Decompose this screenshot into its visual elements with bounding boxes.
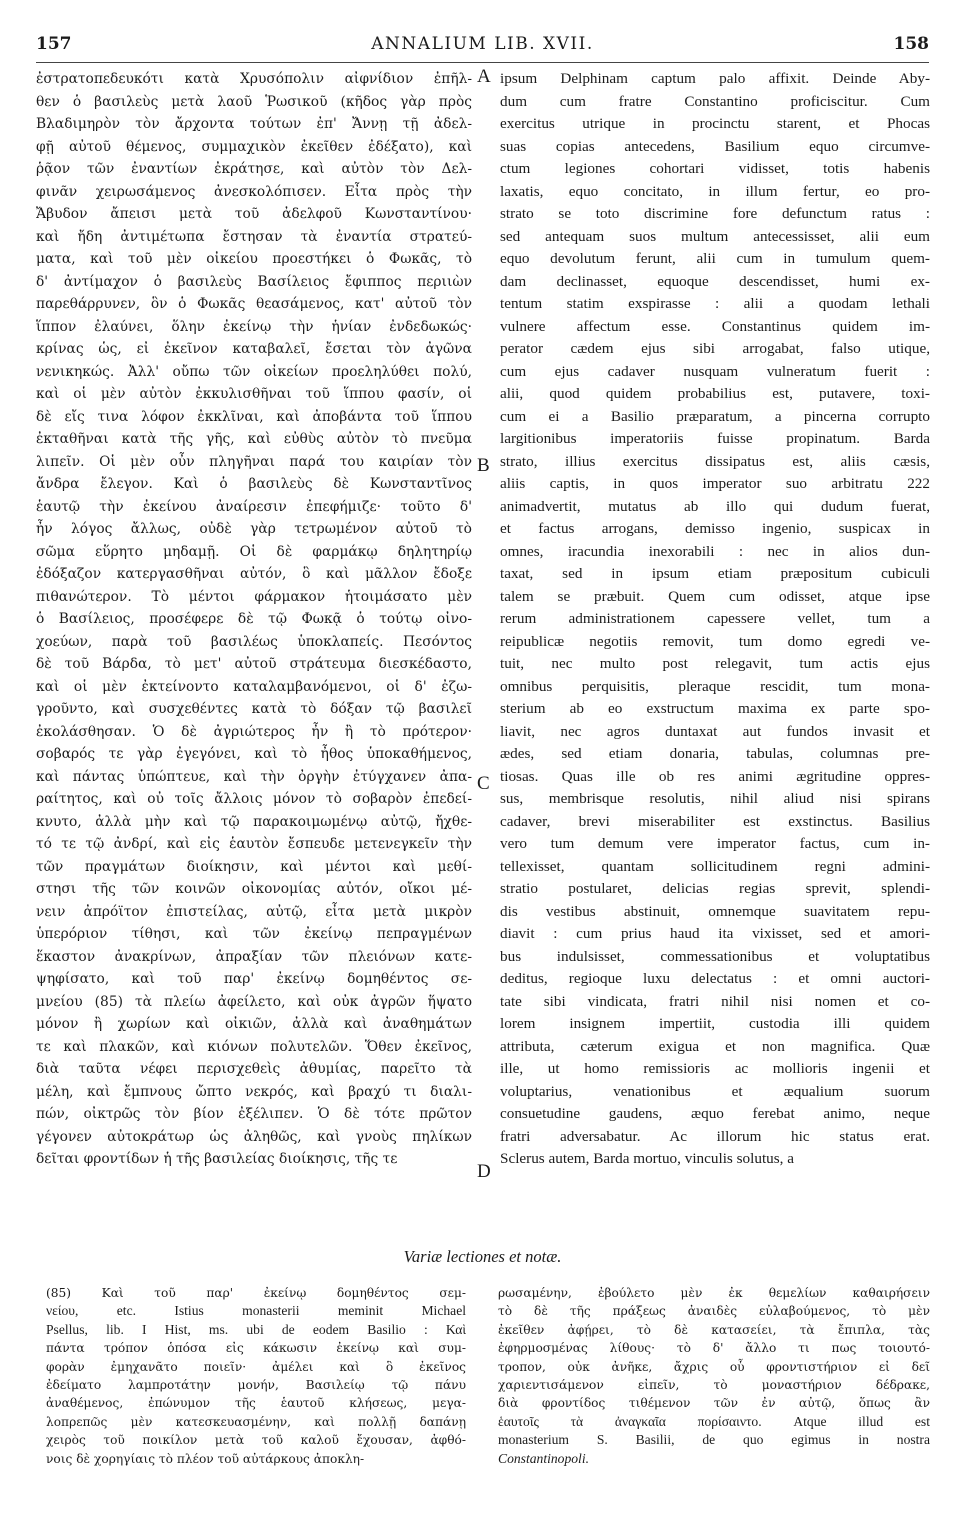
text-line: ἐστρατοπεδευκότι κατὰ Χρυσόπολιν αἰφνίδιον ἐπῆλ- [36,71,472,87]
text-line: cadaver, brevi miserabiliter est exstinctus. Basilius [500,812,930,830]
text-line: dam declinasset, equoque descendisset, humi ex- [500,272,930,290]
text-line: μνείου (85) τὰ πλείω ἀφείλετο, καὶ οὐκ ἀγρῶν ἥψατο [36,993,472,1010]
text-line: γροῦντο, καὶ συσχεθέντες κατὰ τὸ δόξαν τῷ βασιλεῖ [36,701,472,717]
text-line: sterium ab eo exstructum maxima ex parte spo- [500,700,930,717]
latin-text-column [500,68,930,1171]
text-line: strato se toto discrimine fore defunctum ratus : [500,205,930,222]
section-marker-c: C [477,773,490,794]
text-line: rerum administrationem capessere vellet, tum a [500,610,930,627]
note-line: πάντα τρόπον ὁπόσα εἰς κάκωσιν ἐκείνῳ καὶ συμ- [46,1341,466,1356]
text-line: ῥᾷον τῶν ἐναντίων ἐκράτησε, καὶ αὐτὸν τὸν Δελ- [36,161,472,177]
text-line: equo devolutum ferunt, alii cum in tumulum quem- [500,250,930,267]
text-line: ματα, καὶ τοῦ μὲν οἰκείου προεστήκει ὁ Φωκᾶς, τὸ [36,251,472,267]
text-line: Βλαδιμηρὸν τὸν ἄρχοντα τούτων ἐπ' Ἄννῃ τῇ ἀδελ- [36,116,472,132]
text-line: liavit, nec agros duntaxat aut fundos invasit et [500,722,930,740]
note-line: (85) Καὶ τοῦ παρ' ἐκείνῳ δομηθέντος σεμ- [46,1286,466,1300]
text-line: καὶ οἱ μὲν αὐτὸν ἐκκυλισθῆναι τοῦ ἵππου φασίν, οἱ [36,386,472,402]
text-line: attributa, cæterum exigua et non magnifica. Quæ [500,1037,930,1055]
text-line: πιθανώτερον. Τὸ μέντοι φάρμακον ἡτοιμάσατο μὲν [36,588,472,605]
text-line: dum cum fratre Constantino proficiscitur. Cum [500,92,930,110]
note-line: φορὰν ἐμηχανᾶτο ποιεῖν· ἀμέλει καὶ ὃ ἐκεῖνος [46,1359,466,1374]
text-line: διὰ ταῦτα νέφει περισχεθεὶς ἀθυμίας, παρεῖτο τὰ [36,1061,472,1077]
text-line: dis vestibus abstinuit, omnemque suavitatem repu- [500,902,930,920]
note-line: νοις δὲ χορηγίαις τὸ πλέον τοῦ αὐτάρκους ἀποκλη- [46,1451,365,1466]
text-line: tiosas. Quas ille ob res animi ægritudine oppres- [500,767,930,785]
text-line: τό τε τῷ ἀνδρί, καὶ εἰς ἑαυτὸν ἔσπευδε μετενεγκεῖν τὴν [36,836,472,852]
text-line: voluptarius, venationibus et æqualium suorum [500,1082,930,1100]
text-line: largitionibus imperatoriis fuisse propinatum. Barda [500,430,930,447]
text-line: δὲ τοῦ Βάρδα, τὸ μετ' αὐτοῦ στράτευμα διεσκέδαστο, [36,656,472,672]
note-line: τὸ δὲ τῆς πράξεως ἀναιδὲς εὐλαβούμενος, τὸ μὲν [498,1304,930,1319]
text-line: τε καὶ πλακῶν, καὶ κιόνων πολυτελῶν. Ὅθεν ἐκεῖνος, [36,1038,472,1055]
text-line: aliis captis, in quos imperator suo arbitratu 222 [500,475,930,492]
running-title: ANNALIUM LIB. XVII. [371,34,594,54]
text-line: φῇ αὐτοῦ θέμενος, συμμαχικὸν ἐκεῖθεν ἐδέξατο), καὶ [36,138,472,155]
text-line: lorem insignem impertiit, custodia illi quidem [500,1015,930,1032]
note-line: Psellus, lib. I Hist, ms. ubi de eodem Basilio : Καὶ [46,1321,466,1337]
text-line: sed antequam suos multum antecessisset, alii eum [500,227,930,245]
note-line: ἐδείματο λαμπροτάτην μονήν, Βασιλείῳ τῷ πάνυ [46,1377,466,1392]
note-line: νείου, etc. Istius monasterii meminit Michael [46,1303,466,1319]
text-line: δὲ εἴς τινα λόφον ἐκκλῖναι, καὶ ἀποβάντα τοῦ ἵππου [36,408,472,425]
text-line: tentum statim exspirasse : alii a quodam lethali [500,295,930,312]
text-line: πών, οἰκτρῶς τὸν βίον ἐξέλιπεν. Ὁ δὲ τότε πρῶτον [36,1106,472,1122]
text-line: cum ejus cadaver nusquam vulneratum fuerit : [500,362,930,380]
notes-heading: Variæ lectiones et notæ. [403,1247,562,1266]
greek-text-column [36,68,472,1171]
text-line: φινᾶν χειρωσάμενος ἀνεσκολόπισεν. Εἶτα πρὸς τὴν [36,183,472,200]
text-line: suas copias antecedens, Basilium equo circumve- [500,137,930,155]
text-line: χοεύων, παρὰ τοῦ βασιλέως ὑποκλαπείς. Πεσόντος [36,633,472,650]
running-head [36,34,929,58]
note-line: λοπρεπῶς μὲν κατεσκευασμένην, καὶ πολλῇ δαπάνῃ [46,1414,466,1429]
text-line: ἑαυτῷ τὴν ἐκείνου ἀναίρεσιν ἐπεφήμιζε· τοῦτο δ' [36,498,472,515]
text-line: σοβαρός τε γὰρ ἐγεγόνει, καὶ τὸ ἦθος ὑποκαθήμενος, [36,746,472,762]
text-line: λιπεῖν. Οἱ μὲν οὖν πληγῆναι παρά του καιρίαν τὸν [36,453,472,470]
note-line: ἐκεῖθεν ἀφῄρει, τὸ δὲ κατασείει, τὰ ἔπιπλα, τὰς [498,1322,930,1337]
note-line: ἐφηρμοσμένας λίθους· τὸ δ' ἄλλο τι πως τοιουτό- [498,1341,930,1356]
page-number-left: 157 [36,34,72,54]
section-marker-a: A [477,66,491,87]
text-line: Ἄβυδον ἄπεισι μετὰ τοῦ ἀδελφοῦ Κωνσταντίνου· [36,206,472,222]
text-line: sus, membrisque resolutis, nihil aliud nisi spirans [500,790,930,807]
text-line: strato, illius exercitus dissipatus est, aliis cæsis, [500,452,930,470]
text-line: tuit, nec multo post relegavit, tum actis ejus [500,655,930,672]
text-line: taxat, sed in ipsum etiam præpositum cubiculi [500,565,930,582]
text-line: animadvertit, mutatus ab illo qui dudum fuerat, [500,497,930,515]
notes-right-column [498,1284,930,1468]
text-line: diavit : cum prius haud ita vixisset, sed et amori- [500,925,930,942]
text-line: ædes, sed etiam donaria, tabulas, columnas pre- [500,745,930,762]
text-line: deditus, regioque luxu delectatus : et omni auctori- [500,970,930,987]
text-line: θεν ὁ βασιλεὺς μετὰ λαοῦ Ῥωσικοῦ (κῆδος γὰρ πρὸς [36,93,472,110]
text-line: καὶ ἤδη ἀντιμέτωπα ἔστησαν τὰ ἐναντία στρατεύ- [36,228,472,245]
text-line: καὶ πάντας ὑπώπτευε, καὶ τὴν ὀργὴν ἐτύγχανεν ἀπα- [36,768,472,785]
text-line: γέγονεν αὐτοκράτωρ ὡς ἀληθῶς, καὶ γνοὺς πηλίκων [36,1128,472,1145]
note-line: τροπον, οὐκ ἀνῆκε, ἄχρις οὗ φροντιστήριον εἰ δεῖ [498,1359,930,1374]
text-line: μέλη, καὶ ἔμπνους ὤπτο νεκρός, καὶ βραχύ τι διαλι- [36,1083,472,1100]
note-line: ἑαυτοῖς τὰ ἀναγκαῖα πορίσαιντο. Atque illud est [498,1413,930,1429]
note-line: monasterium S. Basilii, de quo egimus in nostra [498,1432,930,1448]
section-marker-d: D [477,1161,491,1182]
text-line: ὁ Βασίλειος, προσέφερε δὲ τῷ Φωκᾷ ὁ τούτῳ οἰνο- [36,611,472,627]
text-line: tellexisset, quantam sollicitudinem regni admini- [500,857,930,875]
text-line: ἵππον ἐλαύνει, ὅλην ἐκείνῳ τὴν ἡνίαν ἐνδεδωκώς· [36,318,472,335]
text-line: ραίτητος, καὶ οὐ τοῖς ἄλλοις μόνον τὸ σοβαρὸν ἐπεδεί- [36,791,472,807]
text-line: δ' ἀντίμαχον ὁ βασιλεὺς Βασίλειος ἔφιππος περιιὼν [36,273,472,290]
section-marker-b: B [477,455,490,476]
note-line: διὰ φροντίδος τιθέμενον τῶν ἐν αὐτῷ, ὅπως ἂν [498,1396,930,1411]
text-line: ἄνδρα ἔλεγον. Καὶ ὁ βασιλεὺς δὲ Κωνσταντῖνος [36,476,472,492]
text-line: vero tum demum vere imperator factus, cum in- [500,835,930,852]
text-line: ἦν λόγος ἄλλως, οὐδὲ γὰρ τετρωμένον αὐτοῦ τὸ [36,521,472,537]
text-line: vulnere affectum esse. Constantinus quidem im- [500,317,930,335]
text-line: omnes, iracundia inexorabili : nec in alios dun- [500,542,930,560]
text-line: παρεθάρρυνεν, ὃν ὁ Φωκᾶς θεασάμενος, κατ' αὐτοῦ τὸν [36,296,472,312]
notes-left-column [46,1284,466,1468]
text-line: ctum legiones cohortari vidisset, totis habenis [500,160,930,177]
text-line: δεῖται φροντίδων ἡ τῆς βασιλείας διοίκησις, τῆς τε [36,1151,398,1167]
text-line: exercitus utrique in procinctu starent, et Phocas [500,115,930,132]
text-line: laxatis, equo concitato, in illum fertur, eo pro- [500,182,930,200]
text-line: κνυτο, ἀλλὰ μὴν καὶ τῷ παρακοιμωμένῳ αὐτῷ, ἤχθε- [36,813,472,830]
text-line: ille, ut homo remissioris ac mollioris ingenii et [500,1060,930,1077]
text-line: alii, quod quidem probabilius est, putavere, toxi- [500,385,930,402]
text-line: τῶν πραγμάτων διοίκησιν, καὶ μέντοι καὶ μεθί- [36,858,472,875]
header-rule [36,62,929,63]
page-number-right: 158 [893,34,929,54]
text-line: reipublicæ negotiis removit, tum domo egredi ve- [500,632,930,650]
note-line: χαριεντισάμενον εἰπεῖν, τὸ μοναστήριον δέδρακε, [498,1377,930,1392]
text-line: μόνον ἢ χωρίων καὶ οἰκιῶν, ἀλλὰ καὶ ἀναθημάτων [36,1016,472,1032]
text-line: consuetudine gaudens, æquo ferebat animo, neque [500,1105,930,1122]
text-line: ἐδόξαζον κατεργασθῆναι αὐτόν, ὃ καὶ μᾶλλον ἔδοξε [36,566,472,582]
text-line: stratio postularet, delicias regias sprevit, splendi- [500,880,930,897]
text-line: talem se præbuit. Quem cum odisset, atque ipse [500,587,930,605]
text-line: tate sibi vindicata, fratri nihil nisi nomen et co- [500,992,930,1010]
text-line: ὑπερόριον τίθησι, καὶ τῶν ἐκείνῳ πεπραγμένων [36,926,472,942]
text-line: bus indulsisset, commessationibus et voluptatibus [500,947,930,965]
text-line: ψηφίσατο, καὶ τοῦ παρ' ἐκείνῳ δομηθέντος σε- [36,971,472,987]
note-line: ἀναθέμενος, ἐπώνυμον τῆς ἑαυτοῦ κλήσεως, μεγα- [46,1396,466,1411]
text-line: Sclerus autem, Barda mortuo, vinculis solutus, a [500,1150,794,1167]
note-line: Constantinopoli. [498,1450,590,1466]
text-line: cum ei a Basilio præparatum, a pincerna corrupto [500,407,930,425]
text-line: καὶ οἱ μὲν ἐκτείνοντο καταλαμβανόμενοι, οἱ δ' ἐζω- [36,678,472,695]
text-line: νενικηκώς. Ἀλλ' οὔπω τῶν οἰκείων προεληλύθει πολύ, [36,363,472,380]
text-line: perator cædem ejus sibi arrogabat, falso utique, [500,340,930,357]
text-line: σῶμα εὕρητο μηδαμῇ. Οἱ δὲ φαρμάκῳ δηλητηρίῳ [36,543,472,560]
text-line: ἕκαστον ἀνακρίνων, ἀπραξίαν τῶν πλειόνων κατε- [36,948,472,965]
text-line: κρίνας ὡς, εἰ ἐκεῖνον καταβαλεῖ, ἔσεται τὸν ἀγῶνα [36,341,472,357]
note-line: χειρὸς τοῦ ποικίλον μετὰ τοῦ καλοῦ ἔχουσαν, ἀφθό- [46,1433,466,1448]
text-line: νειν ἀπρόϊτον ἐπιστείλας, αὐτῷ, εἶτα μετὰ μικρὸν [36,903,472,920]
text-line: στησι τῆς τῶν κοινῶν οἰκονομίας αὐτόν, οἴκοι μέ- [36,881,472,897]
text-line: ἐκταθῆναι κατὰ τῆς γῆς, καὶ εὐθὺς αὐτὸν τὸ πνεῦμα [36,431,472,447]
text-line: ἐκολάσθησαν. Ὁ δὲ ἀγριώτερος ἦν ἢ τὸ πρότερον· [36,723,472,740]
text-line: fratri adversabatur. Ac illorum hic status erat. [500,1127,930,1145]
note-line: ρωσαμένην, ἐβούλετο μὲν ἐκ θεμελίων καθαιρήσειν [498,1286,930,1300]
text-line: et factus arrogans, demisso ingenio, suspicax in [500,520,930,537]
text-line: ipsum Delphinam captum palo affixit. Deinde Aby- [500,70,930,87]
text-line: omnibus perquisitis, pleraque rescidit, tum mona- [500,677,930,695]
